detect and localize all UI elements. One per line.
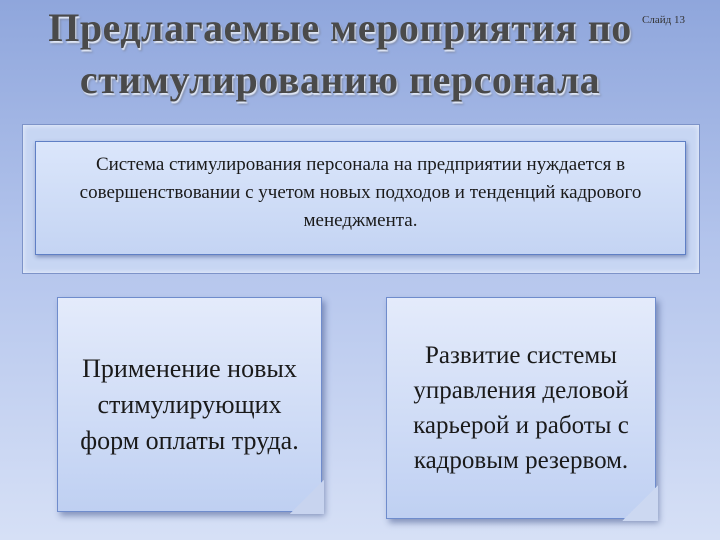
summary-box [35,141,686,255]
slide-title-line-1: Предлагаемые мероприятия по [48,5,632,50]
slide-title [20,2,660,106]
page-curl-right [622,485,658,521]
measure-card-career-management [386,297,656,519]
slide-title-line-2: стимулированию персонала [79,57,601,102]
page-curl-left [290,480,324,514]
measure-card-career-management-text: Развитие системы управления деловой карьерой и работы с кадровым резервом. [413,342,629,474]
measure-card-payment-forms [57,297,322,512]
summary-text: Система стимулирования персонала на предприятии нуждается в совершенствовании с учетом новых подходов и тенденций кадрового менеджмента. [79,154,642,231]
measure-card-payment-forms-text: Применение новых стимулирующих форм оплаты труда. [80,353,299,455]
slide-number: Слайд 13 [642,14,685,26]
